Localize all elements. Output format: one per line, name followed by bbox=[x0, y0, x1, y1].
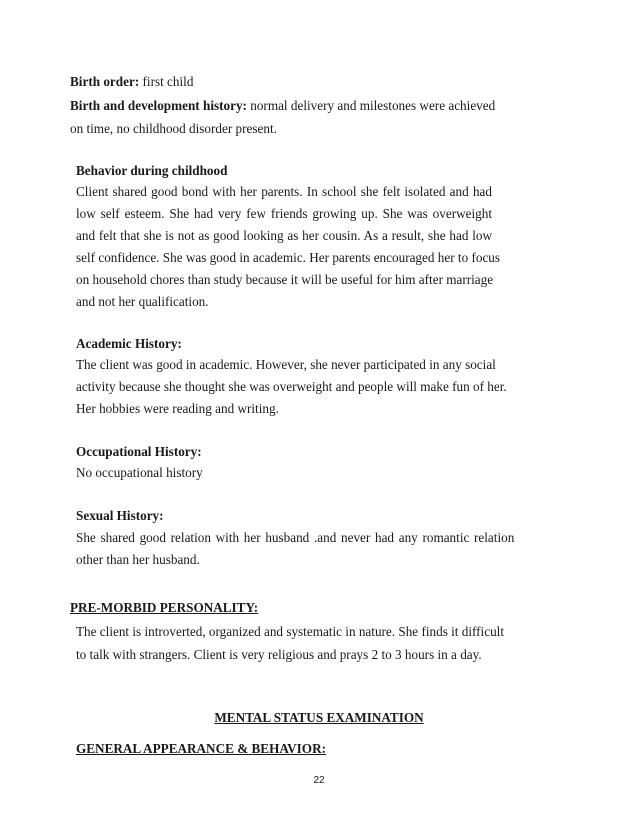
birth-order-value: first child bbox=[142, 74, 194, 89]
academic-line-1: The client was good in academic. However, she never participated in any social bbox=[76, 357, 496, 372]
sexual-line-1: She shared good relation with her husband .and never had any romantic relation bbox=[76, 530, 515, 545]
occupational-heading: Occupational History: bbox=[76, 444, 202, 459]
premorbid-heading: PRE-MORBID PERSONALITY: bbox=[70, 600, 259, 615]
behavior-line-1: Client shared good bond with her parents. In school she felt isolated and had bbox=[76, 184, 492, 199]
academic-line-2: activity because she thought she was overweight and people will make fun of her. bbox=[76, 379, 507, 394]
academic-line-3: Her hobbies were reading and writing. bbox=[76, 401, 279, 416]
behavior-line-2: low self esteem. She had very few friends growing up. She was overweight bbox=[76, 206, 492, 221]
sexual-line-2: other than her husband. bbox=[76, 552, 200, 567]
birth-history-label: Birth and development history: bbox=[70, 98, 247, 113]
premorbid-line-2: to talk with strangers. Client is very religious and prays 2 to 3 hours in a day. bbox=[76, 647, 482, 662]
occupational-line-1: No occupational history bbox=[76, 465, 203, 480]
birth-history-text-1: normal delivery and milestones were achieved bbox=[250, 98, 496, 113]
behavior-line-3: and felt that she is not as good looking as her cousin. As a result, she had low bbox=[76, 228, 492, 243]
mse-heading: MENTAL STATUS EXAMINATION bbox=[214, 710, 424, 725]
behavior-line-6: and not her qualification. bbox=[76, 294, 209, 309]
general-appearance-heading: GENERAL APPEARANCE & BEHAVIOR: bbox=[76, 741, 326, 756]
birth-history-line-1 bbox=[70, 98, 496, 114]
behavior-line-4: self confidence. She was good in academic. Her parents encouraged her to focus bbox=[76, 250, 501, 265]
page-number: 22 bbox=[313, 775, 325, 786]
academic-heading: Academic History: bbox=[76, 336, 182, 351]
behavior-line-5: on household chores than study because it will be useful for him after marriage bbox=[76, 272, 494, 287]
birth-order-label: Birth order: bbox=[70, 74, 140, 89]
behavior-heading: Behavior during childhood bbox=[76, 163, 228, 178]
sexual-heading: Sexual History: bbox=[76, 508, 164, 523]
birth-order-line bbox=[70, 74, 193, 90]
premorbid-line-1: The client is introverted, organized and systematic in nature. She finds it difficult bbox=[76, 624, 504, 639]
birth-history-line-2: on time, no childhood disorder present. bbox=[70, 121, 277, 136]
